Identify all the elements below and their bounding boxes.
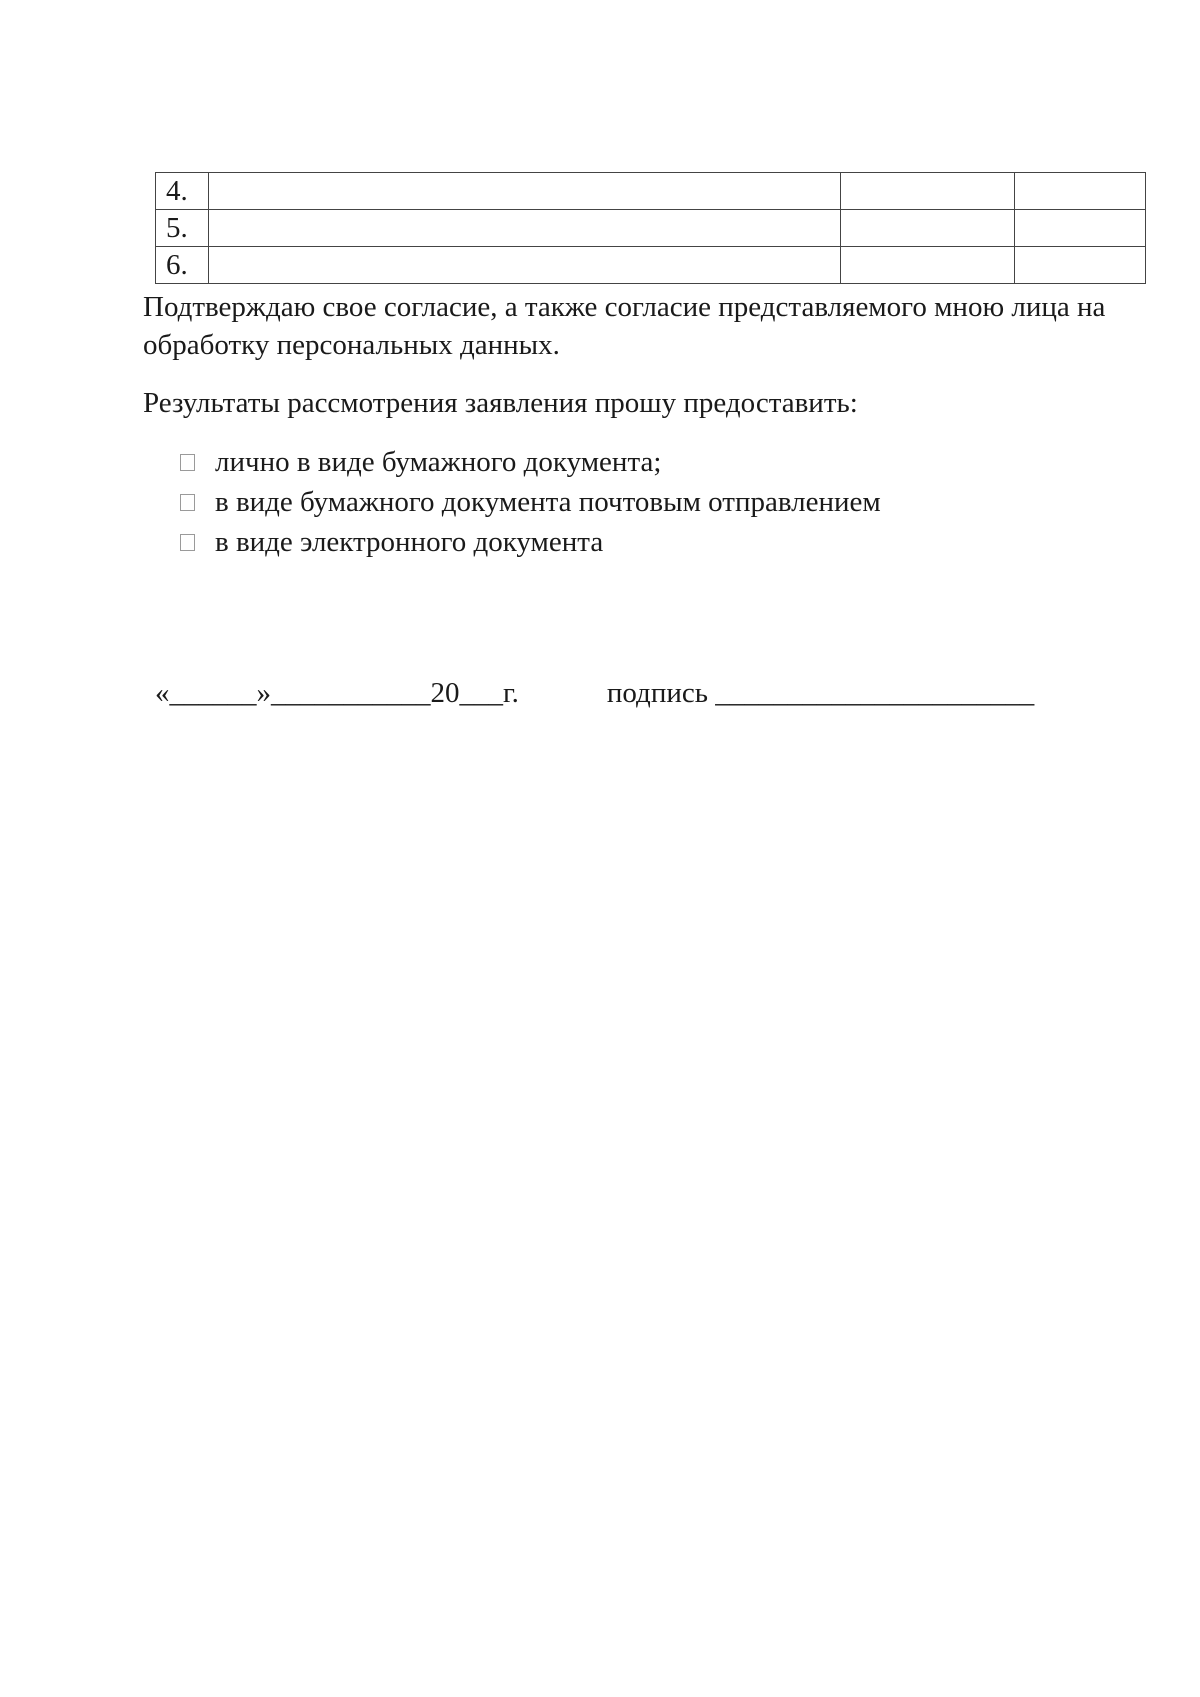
checkbox-icon[interactable]	[180, 534, 195, 551]
option-label: лично в виде бумажного документа;	[215, 445, 662, 478]
results-heading: Результаты рассмотрения заявления прошу предоставить:	[143, 387, 858, 419]
items-table	[155, 172, 1146, 284]
checkbox-icon[interactable]	[180, 494, 195, 511]
row-description-cell[interactable]	[209, 173, 841, 210]
row-number: 4.	[156, 173, 209, 210]
row-cell-4[interactable]	[1015, 210, 1146, 247]
row-description-cell[interactable]	[209, 210, 841, 247]
row-cell-3[interactable]	[841, 210, 1015, 247]
option-label: в виде бумажного документа почтовым отправлением	[215, 485, 881, 518]
option-label: в виде электронного документа	[215, 525, 604, 558]
signature-field[interactable]: подпись ______________________	[606, 677, 1035, 709]
delivery-option-electronic[interactable]	[180, 522, 881, 562]
row-number: 6.	[156, 247, 209, 284]
table-row	[156, 173, 1146, 210]
consent-paragraph: Подтверждаю свое согласие, а также согласие представляемого мною лица на обработку персональных данных.	[143, 291, 1106, 361]
row-cell-4[interactable]	[1015, 247, 1146, 284]
row-cell-3[interactable]	[841, 247, 1015, 284]
table-row	[156, 210, 1146, 247]
delivery-option-paper-by-mail[interactable]	[180, 482, 881, 522]
delivery-option-paper-in-person[interactable]	[180, 442, 881, 482]
date-signature-line	[155, 674, 1145, 712]
row-cell-4[interactable]	[1015, 173, 1146, 210]
table-row	[156, 247, 1146, 284]
delivery-options-list	[180, 442, 881, 562]
checkbox-icon[interactable]	[180, 454, 195, 471]
row-number: 5.	[156, 210, 209, 247]
row-description-cell[interactable]	[209, 247, 841, 284]
row-cell-3[interactable]	[841, 173, 1015, 210]
date-field[interactable]: «______»___________20___г.	[155, 677, 519, 709]
